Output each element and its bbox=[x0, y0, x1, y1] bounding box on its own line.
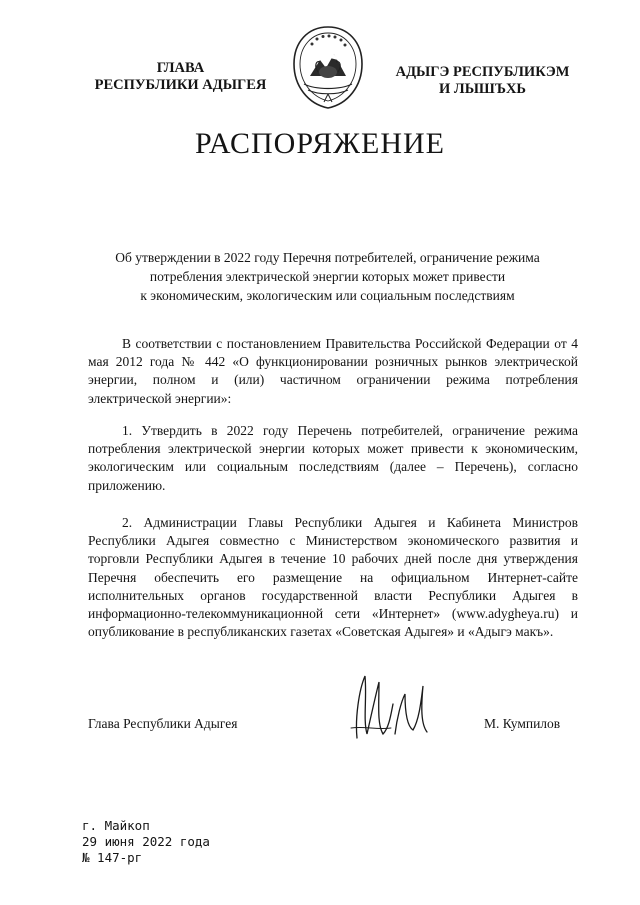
subject-line-1: Об утверждении в 2022 году Перечня потребителей, ограничение режима bbox=[115, 250, 540, 265]
document-title: РАСПОРЯЖЕНИЕ bbox=[194, 127, 446, 160]
issue-city: г. Майкоп bbox=[82, 818, 150, 833]
item-1-paragraph: 1. Утвердить в 2022 году Перечень потребителей, ограничение режима потребления электрической энергии которых может привести к экономическим, экологическим или социальным последствиям (далее – Перечень), согласно приложению. bbox=[88, 423, 578, 493]
document-number: № 147-рг bbox=[82, 850, 143, 865]
signatory-role: Глава Республики Адыгея bbox=[88, 716, 238, 731]
issue-date: 29 июня 2022 года bbox=[82, 834, 210, 849]
document-subject bbox=[75, 248, 580, 305]
handwritten-signature bbox=[335, 668, 445, 748]
subject-line-3: к экономическим, экологическим или социальным последствиям bbox=[140, 288, 515, 303]
preamble-paragraph: В соответствии с постановлением Правительства Российской Федерации от 4 мая 2012 года № 442 «О функционировании розничных рынков электрической энергии, полном и (или) частичном ограничении режима потребления электрической энергии»: bbox=[88, 336, 578, 406]
document-footer bbox=[82, 818, 210, 866]
issuer-line-adyghe-2: И ЛЫШЪХЬ bbox=[438, 81, 527, 97]
adygea-coat-of-arms-icon bbox=[290, 24, 366, 110]
issuer-line-adyghe-1: АДЫГЭ РЕСПУБЛИКЭМ bbox=[395, 64, 570, 80]
issuer-header-adyghe bbox=[380, 64, 585, 98]
item-2-paragraph: 2. Администрации Главы Республики Адыгея и Кабинета Министров Республики Адыгея совместно с Министерством экономического развития и торговли Республики Адыгея в течение 10 рабочих дней после дня утверждения Перечня обеспечить его размещение на официальном Интернет-сайте исполнительных органов государственной власти Республики Адыгея в информационно-телекоммуникационной сети «Интернет» (www.adygheya.ru) и опубликование в республиканских газетах «Советская Адыгея» и «Адыгэ макъ». bbox=[88, 515, 578, 640]
signatory-name: М. Кумпилов bbox=[484, 716, 561, 731]
issuer-line-1: ГЛАВА bbox=[156, 60, 205, 76]
issuer-line-2: РЕСПУБЛИКИ АДЫГЕЯ bbox=[94, 77, 267, 93]
subject-line-2: потребления электрической энергии которых может привести bbox=[149, 269, 506, 284]
issuer-header-russian bbox=[78, 60, 283, 94]
